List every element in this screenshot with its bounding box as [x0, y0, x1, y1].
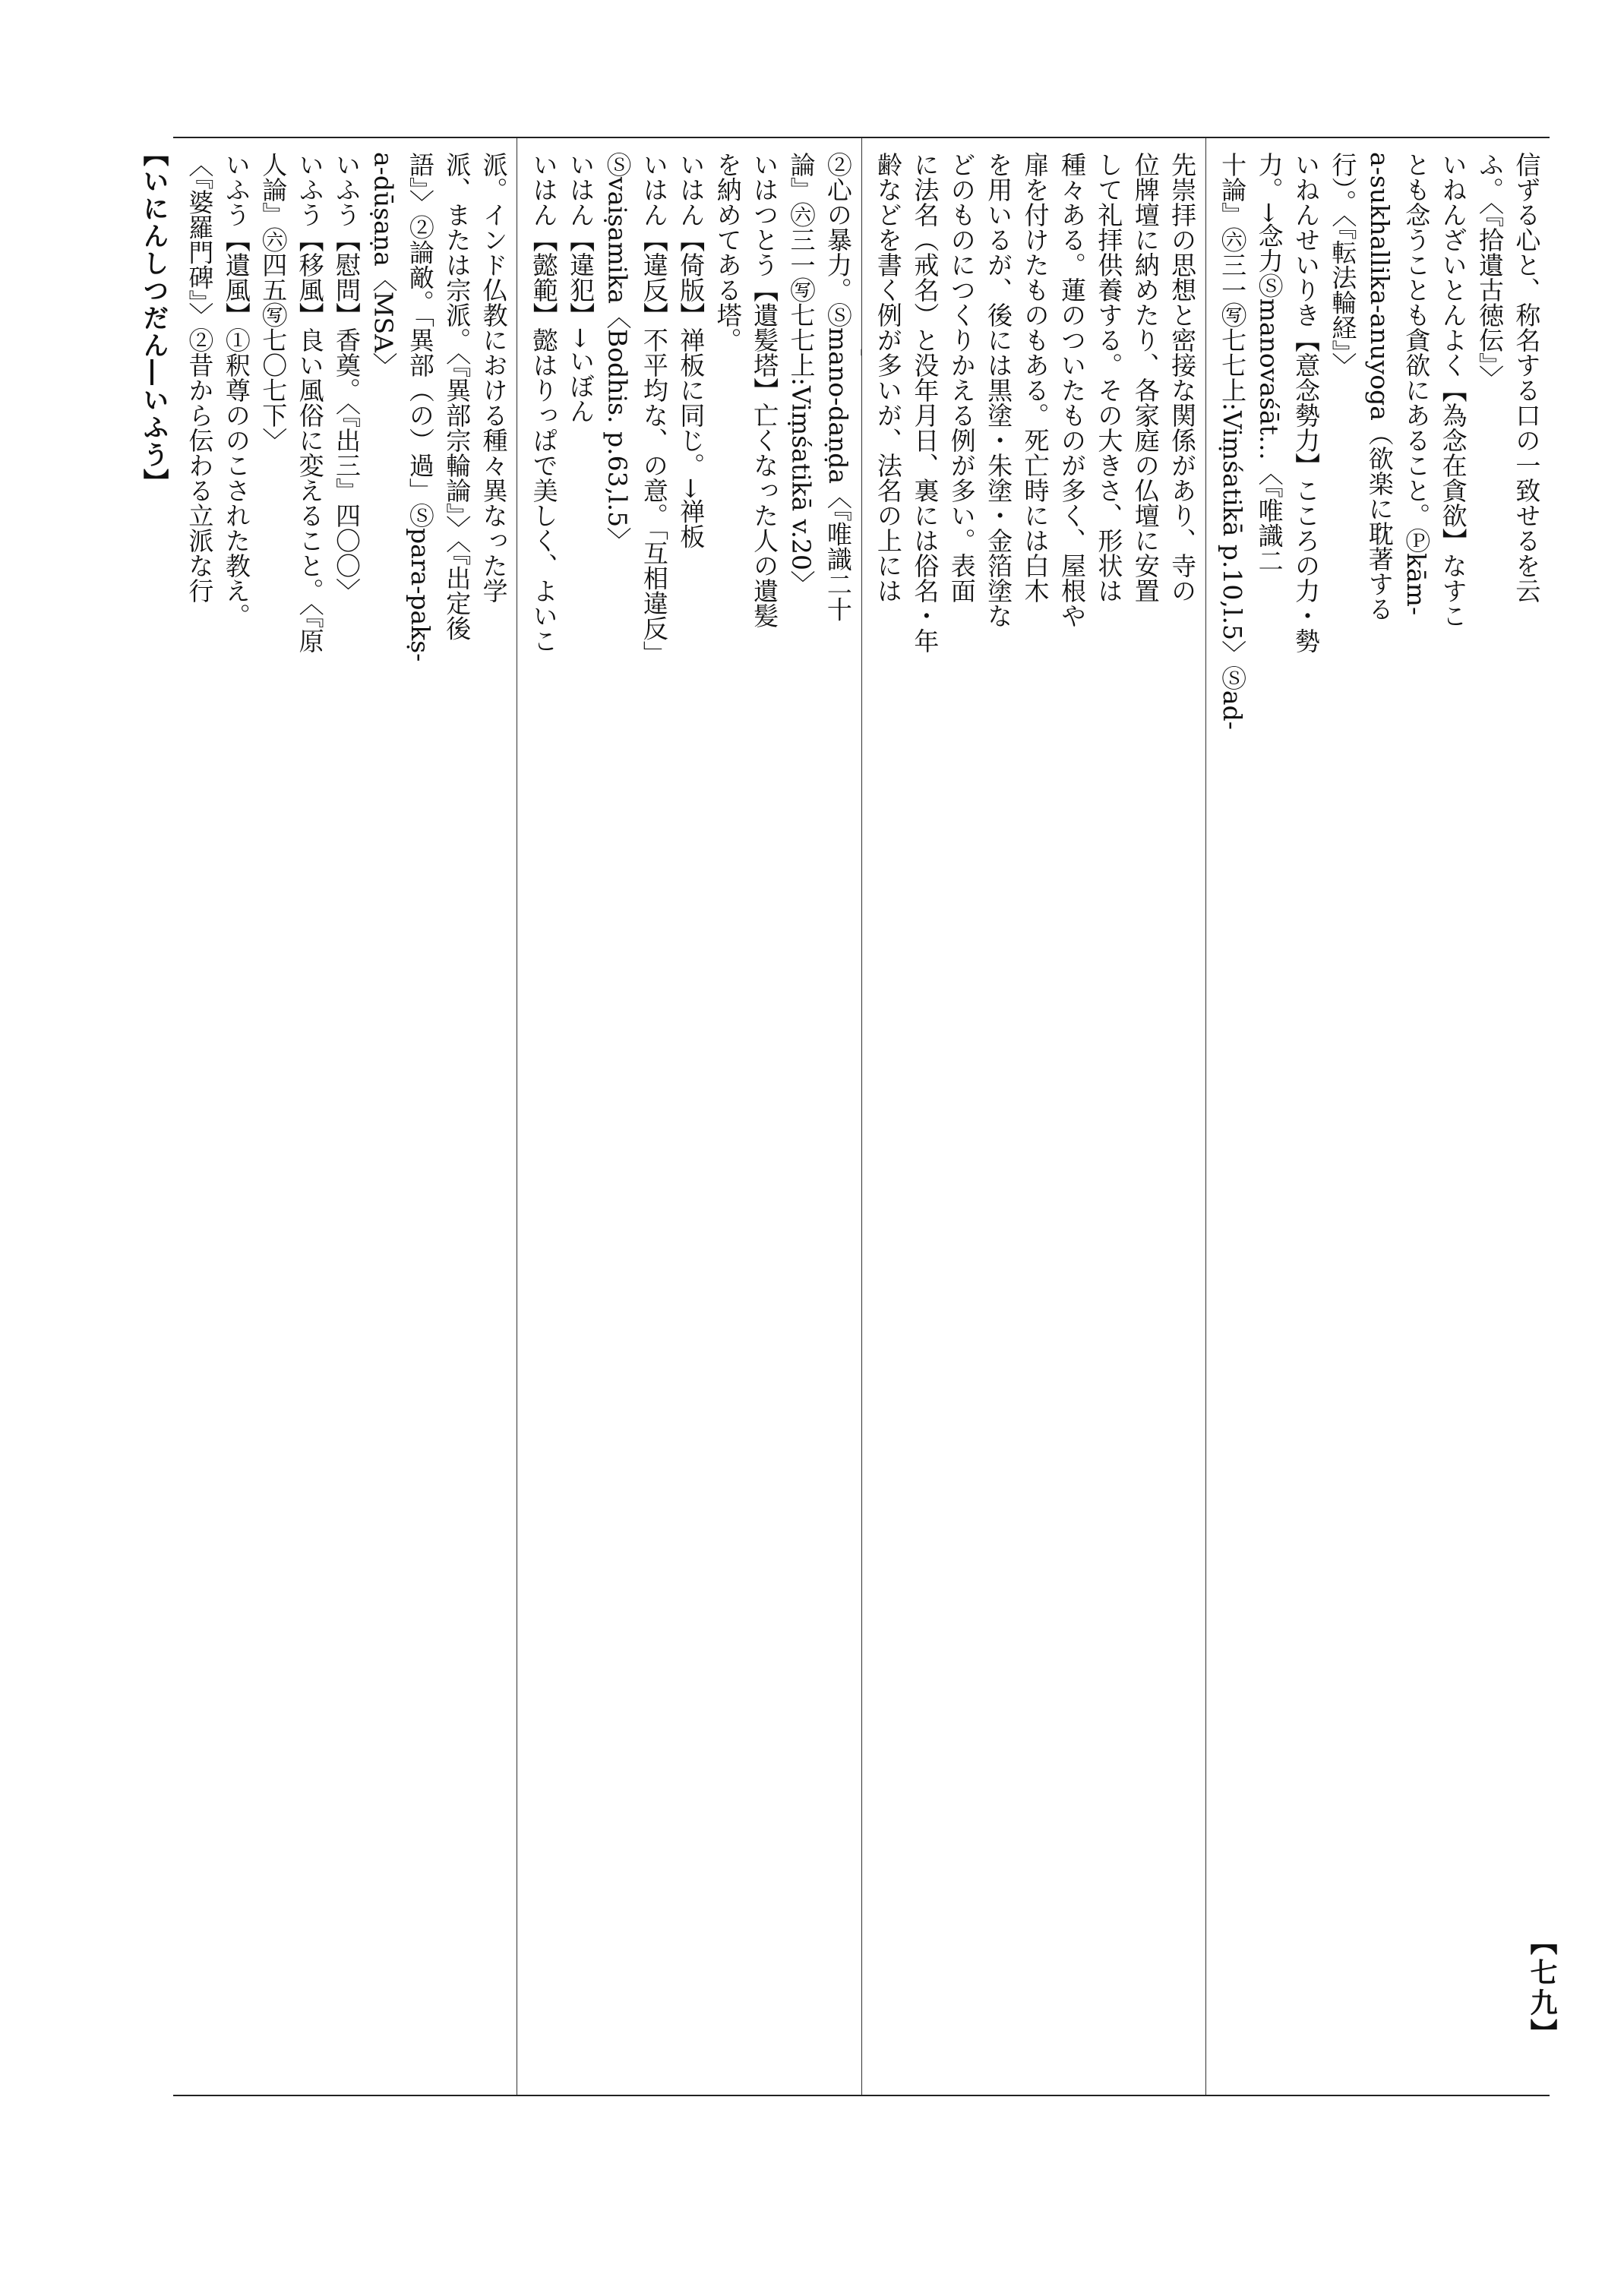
- entry-line: 十論』㊅三一㊢七七上:Viṃśatikā p.10,l.5〉Ⓢad-: [1218, 152, 1248, 730]
- entry-line: a-sukhallika-anuyoga（欲楽に耽著する: [1364, 152, 1395, 621]
- entry-line: 派、または宗派。〈『異部宗輪論』〉〈『出定後: [442, 152, 472, 641]
- entry-line: いふう【遺風】①釈尊ののこされた教え。: [221, 152, 251, 628]
- entry-line: いねんせいりき【意念勢力】こころの力・勢: [1291, 152, 1321, 653]
- entry-line: いふう【移風】良い風俗に変えること。〈『原: [295, 152, 325, 653]
- tier-1: [1205, 138, 1550, 2095]
- tier-1-lines: [1214, 152, 1550, 2081]
- tier-4: [173, 138, 517, 2095]
- tier-3: [517, 138, 861, 2095]
- entry-line: 人論』㊅四五㊢七〇七下〉: [258, 152, 289, 453]
- entry-line: ②心の暴力。Ⓢmano-daṇḍa〈『唯識二十: [823, 152, 853, 622]
- entry-line: 派。インド仏教における種々異なった学: [479, 152, 509, 603]
- entry-line: とも念うことも貪欲にあること。Ⓟkām-: [1401, 152, 1432, 616]
- entry-line: 語』〉②論敵。「異部（の）過」Ⓢpara-pakṣ-: [405, 152, 435, 662]
- entry-line: 力。→念力Ⓢmanovaśāt…〈『唯識二: [1254, 152, 1284, 573]
- entry-line: [512, 152, 517, 2081]
- tier-2-lines: [870, 152, 1205, 2081]
- entry-line: 行）。〈『転法輪経』〉: [1328, 152, 1358, 377]
- entry-line: [1200, 152, 1205, 2081]
- entry-line: いはん【倚版】禅板に同じ。→禅板: [676, 152, 706, 549]
- tier-4-lines: [181, 152, 517, 2081]
- entry-line: いはつとう【遺髪塔】亡くなった人の遺髪: [750, 152, 780, 628]
- entry-line: 種々ある。蓮のついたものが多く、屋根や: [1057, 152, 1087, 628]
- dictionary-page-frame: [173, 137, 1550, 2096]
- entry-line: に法名（戒名）と没年月日、裏には俗名・年: [910, 152, 940, 653]
- entry-line: いはん【違犯】→いぼん: [566, 152, 596, 424]
- entry-line: いねんざいとんよく【為念在貪欲】なすこ: [1438, 152, 1468, 628]
- entry-line: ふ。〈『拾遺古徳伝』〉: [1475, 152, 1505, 390]
- entry-line: いはん【違反】不平均な、の意。「互相違反」: [639, 152, 669, 666]
- page-number: 【七九】: [1526, 1928, 1558, 2049]
- entry-line: いはん【懿範】懿はりっぱで美しく、よいこ: [529, 152, 559, 653]
- entry-line: して礼拝供養する。その大きさ、形状は: [1094, 152, 1124, 603]
- entry-line: 〈『婆羅門碑』〉②昔から伝わる立派な行: [185, 152, 215, 603]
- tier-3-lines: [525, 152, 861, 2081]
- entry-line: を用いるが、後には黒塗・朱塗・金箔塗な: [984, 152, 1014, 628]
- entry-line: 信ずる心と、称名する口の一致せるを云: [1512, 152, 1542, 603]
- tier-2: [861, 138, 1205, 2095]
- entry-line: Ⓢvaiṣamika〈Bodhis. p.63,l.5〉: [602, 152, 633, 553]
- entry-line: [1544, 152, 1550, 2081]
- entry-line: 先崇拝の思想と密接な関係があり、寺の: [1167, 152, 1198, 603]
- running-head: 【いにんしつだん―いふう】: [138, 141, 169, 496]
- entry-line: a-dūṣaṇa〈MSA〉: [368, 152, 399, 377]
- entry-line: 齢などを書く例が多いが、法名の上には: [873, 152, 903, 603]
- entry-line: 論』㊅三一㊢七七上:Viṃśatikā v.20〉: [786, 152, 817, 596]
- entry-line: [856, 152, 861, 2081]
- entry-line: 位牌壇に納めたり、各家庭の仏壇に安置: [1130, 152, 1161, 603]
- entry-line: 扉を付けたものもある。死亡時には白木: [1020, 152, 1051, 603]
- entry-line: を納めてある塔。: [712, 152, 743, 352]
- entry-line: いふう【慰問】香奠。〈『出三』四〇〇〉: [332, 152, 362, 603]
- entry-line: どのものにつくりかえる例が多い。表面: [946, 152, 977, 603]
